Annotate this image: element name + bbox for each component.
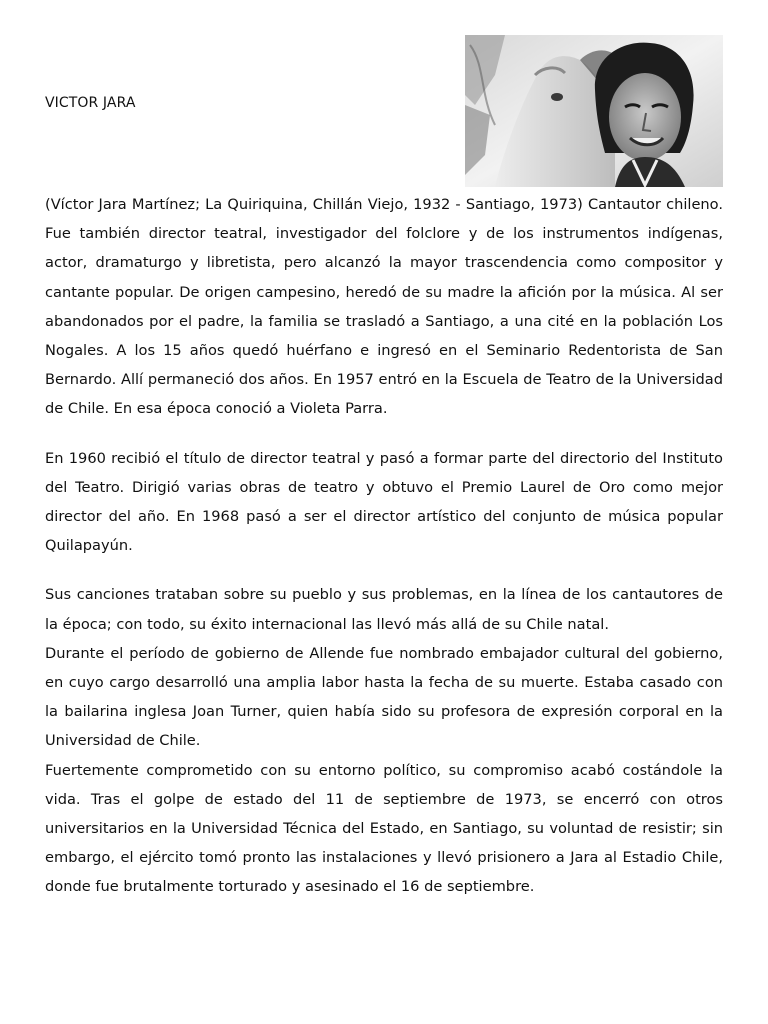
paragraph-death: Fuertemente comprometido con su entorno político, su compromiso acabó costándole la vida. Tras el golpe de estado del 11 de septiembre de 1973, se encerró con otros universitarios en la Universidad Técnica del Estado, en Santiago, su voluntad de resistir; sin embargo, el ejército tomó pronto las instalaciones y llevó prisionero a Jara al Estadio Chile, donde fue brutalmente torturado y asesinado el 16 de septiembre. <box>45 761 723 896</box>
document-title: VICTOR JARA <box>45 95 136 111</box>
paragraph-songs: Sus canciones trataban sobre su pueblo y sus problemas, en la línea de los cantautores de la época; con todo, su éxito internacional las llevó más allá de su Chile natal. <box>45 586 723 633</box>
paragraph-spacer <box>45 424 723 444</box>
paragraph-spacer <box>45 560 723 580</box>
paragraph-allende-period: Durante el período de gobierno de Allende fue nombrado embajador cultural del gobierno, en cuyo cargo desarrolló una amplia labor hasta la fecha de su muerte. Estaba casado con la bailarina inglesa Joan Turner, quien había sido su profesora de expresión corporal en la Universidad de Chile. <box>45 644 723 750</box>
body-text <box>45 190 723 902</box>
paragraph-career-1960: En 1960 recibió el título de director teatral y pasó a formar parte del directorio del Instituto del Teatro. Dirigió varias obras de teatro y obtuvo el Premio Laurel de Oro como mejor director del año. En 1968 pasó a ser el director artístico del conjunto de música popular Quilapayún. <box>45 449 723 555</box>
paragraph-biography-intro: (Víctor Jara Martínez; La Quiriquina, Chillán Viejo, 1932 - Santiago, 1973) Cantautor chileno. Fue también director teatral, investigador del folclore y de los instrumentos indígenas, actor, dramaturgo y libretista, pero alcanzó la mayor trascendencia como compositor y cantante popular. De origen campesino, heredó de su madre la afición por la música. Al ser abandonados por el padre, la familia se trasladó a Santiago, a una cité en la población Los Nogales. A los 15 años quedó huérfano e ingresó en el Seminario Redentorista de San Bernardo. Allí permaneció dos años. En 1957 entró en la Escuela de Teatro de la Universidad de Chile. En esa época conoció a Violeta Parra. <box>45 196 723 418</box>
portrait-photo <box>465 35 723 187</box>
